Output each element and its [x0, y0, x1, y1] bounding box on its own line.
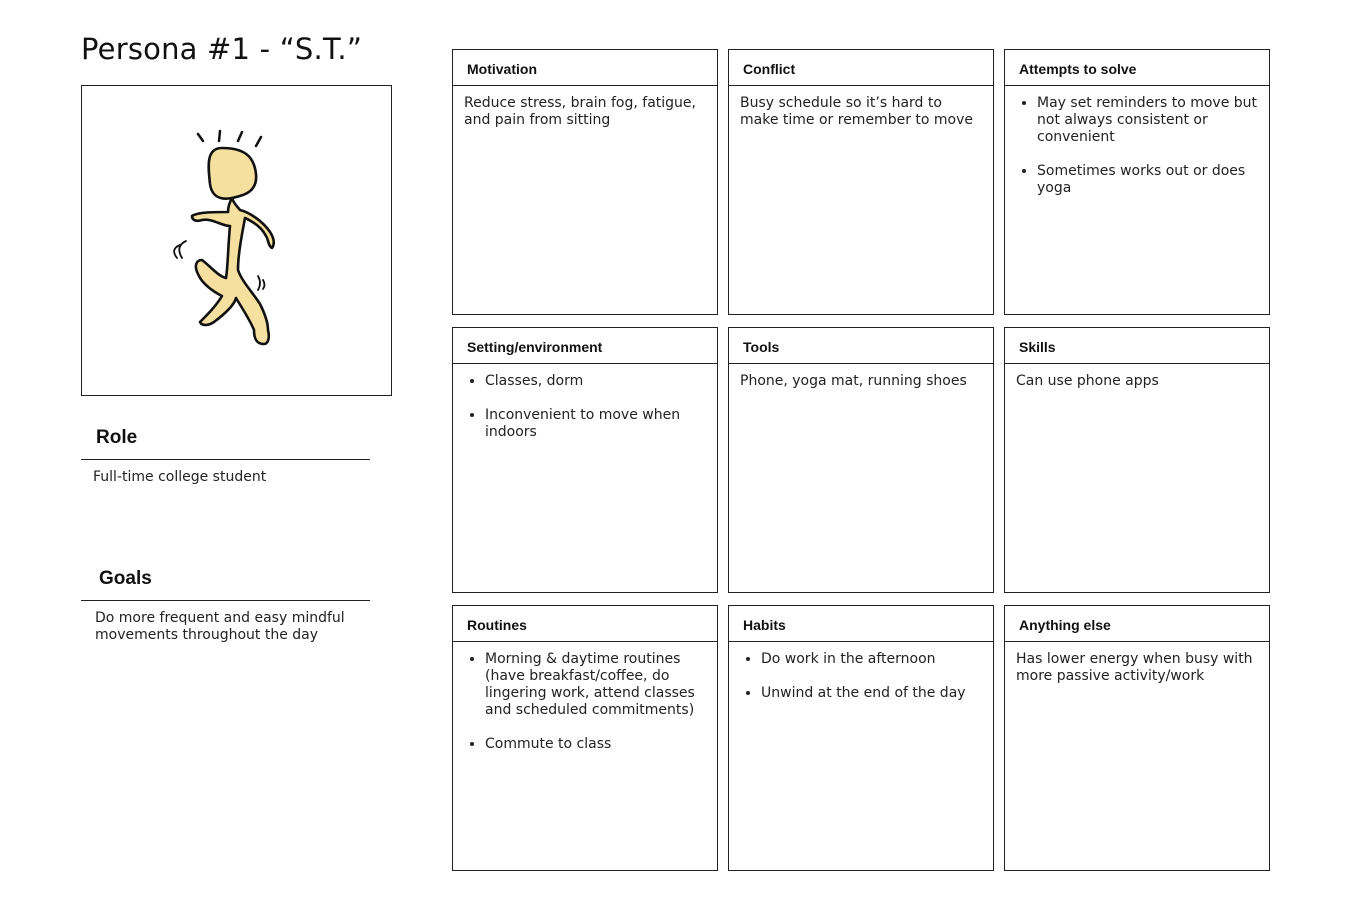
- card-title: Anything else: [1005, 606, 1269, 642]
- card-title: Attempts to solve: [1005, 50, 1269, 86]
- dancing-figure-icon: [82, 86, 393, 397]
- card-title: Motivation: [453, 50, 717, 86]
- role-heading: Role: [96, 427, 138, 448]
- card-title: Tools: [729, 328, 993, 364]
- card-title: Habits: [729, 606, 993, 642]
- card-skills: [1004, 327, 1270, 593]
- list-item: • Unwind at the end of the day: [761, 685, 982, 702]
- list-item: • Do work in the afternoon: [761, 651, 982, 668]
- role-text: Full-time college student: [93, 469, 267, 485]
- card-conflict: [728, 49, 994, 315]
- list-item: • Commute to class: [485, 736, 706, 753]
- list-item: • Morning & daytime routines (have breakfast/coffee, do lingering work, attend classes and scheduled commitments): [485, 651, 706, 719]
- bullet-list: [740, 651, 982, 702]
- card-title: Routines: [453, 606, 717, 642]
- list-item: • May set reminders to move but not always consistent or convenient: [1037, 95, 1258, 146]
- card-text: Phone, yoga mat, running shoes: [740, 373, 967, 389]
- card-text: Reduce stress, brain fog, fatigue, and pain from sitting: [464, 95, 696, 128]
- list-item: • Classes, dorm: [485, 373, 706, 390]
- card-routines: [452, 605, 718, 871]
- bullet-list: [464, 651, 706, 753]
- card-attempts-to-solve: [1004, 49, 1270, 315]
- card-title: Conflict: [729, 50, 993, 86]
- card-text: Busy schedule so it’s hard to make time or remember to move: [740, 95, 974, 128]
- goals-text: Do more frequent and easy mindful movements throughout the day: [95, 610, 345, 643]
- list-item: • Inconvenient to move when indoors: [485, 407, 706, 441]
- goals-divider: [81, 600, 370, 601]
- card-title: Skills: [1005, 328, 1269, 364]
- card-setting-environment: [452, 327, 718, 593]
- page-title: Persona #1 - “S.T.”: [81, 32, 363, 66]
- list-item: • Sometimes works out or does yoga: [1037, 163, 1258, 197]
- persona-illustration: [81, 85, 392, 396]
- card-tools: [728, 327, 994, 593]
- card-motivation: [452, 49, 718, 315]
- bullet-list: [464, 373, 706, 441]
- card-text: Has lower energy when busy with more passive activity/work: [1016, 651, 1253, 684]
- card-title: Setting/environment: [453, 328, 717, 364]
- role-divider: [81, 459, 370, 460]
- goals-heading: Goals: [99, 568, 152, 589]
- bullet-list: [1016, 95, 1258, 197]
- card-text: Can use phone apps: [1016, 373, 1159, 389]
- card-anything-else: [1004, 605, 1270, 871]
- card-habits: [728, 605, 994, 871]
